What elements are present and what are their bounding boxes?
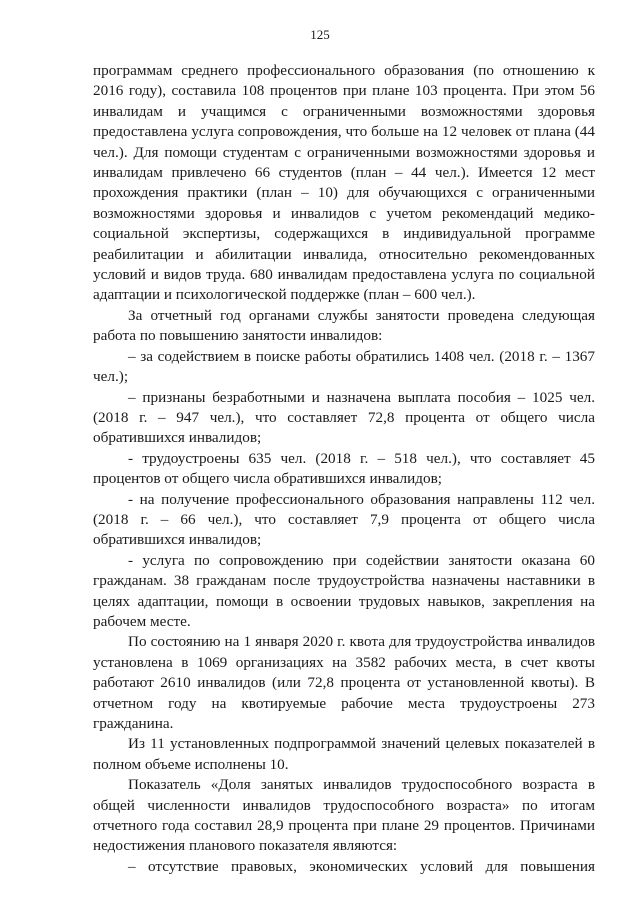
list-item-support-service: - услуга по сопровождению при содействии занятости оказана 60 гражданам. 38 гражданам после трудоустройства назначены наставники в целях адаптации, помощи в освоении трудовых навыков, закрепления на рабочем месте. [93, 551, 595, 630]
paragraph-education-support: программам среднего профессионального образования (по отношению к 2016 году), составила 108 процентов при плане 103 процента. При этом 56 инвалидам и учащимся с ограниченными возможностями здоровья предоставлена услуга сопровождения, что больше на 12 человек от плана (44 чел.). Для помощи студентам с ограниченными возможностями здоровья и инвалидам привлечено 66 студентов (план – 44 чел.). Имеется 12 мест прохождения практики (план – 10) для обучающихся с ограниченными возможностями здоровья и инвалидов с учетом рекомендаций медико-социальной экспертизы, содержащихся в индивидуальной программе реабилитации и абилитации инвалида, относительно рекомендованных условий и видов труда. 680 инвалидам предоставлена услуга по социальной адаптации и психологической поддержке (план – 600 чел.). [93, 62, 595, 304]
list-item-employed: - трудоустроены 635 чел. (2018 г. – 518 чел.), что составляет 45 процентов от общего числа обратившихся инвалидов; [93, 449, 595, 488]
list-item-education-referral: - на получение профессионального образования направлены 112 чел. (2018 г. – 66 чел.), что составляет 7,9 процента от общего числа обратившихся инвалидов; [93, 490, 595, 549]
page-number: 125 [310, 27, 330, 42]
document-body [93, 61, 595, 877]
paragraph-employment-share: Показатель «Доля занятых инвалидов трудоспособного возраста в общей численности инвалидов трудоспособного возраста» по итогам отчетного года составил 28,9 процента при плане 29 процентов. Причинами недостижения планового показателя являются: [93, 776, 595, 855]
list-item-job-search: – за содействием в поиске работы обратились 1408 чел. (2018 г. – 1367 чел.); [93, 347, 595, 386]
paragraph-employment-intro: За отчетный год органами службы занятости проведена следующая работа по повышению занятости инвалидов: [93, 306, 595, 345]
list-item-unemployed: – признаны безработными и назначена выплата пособия – 1025 чел. (2018 г. – 947 чел.), что составляет 72,8 процента от общего числа обратившихся инвалидов; [93, 388, 595, 447]
paragraph-target-indicators: Из 11 установленных подпрограммой значений целевых показателей в полном объеме исполнены 10. [93, 735, 595, 773]
paragraph-quota: По состоянию на 1 января 2020 г. квота для трудоустройства инвалидов установлена в 1069 организациях на 3582 рабочих места, в счет квоты работают 2610 инвалидов (или 72,8 процента от установленной квоты). В отчетном году на квотируемые рабочие места трудоустроены 273 гражданина. [93, 633, 595, 732]
list-item-reasons: – отсутствие правовых, экономических условий для повышения [128, 857, 595, 875]
